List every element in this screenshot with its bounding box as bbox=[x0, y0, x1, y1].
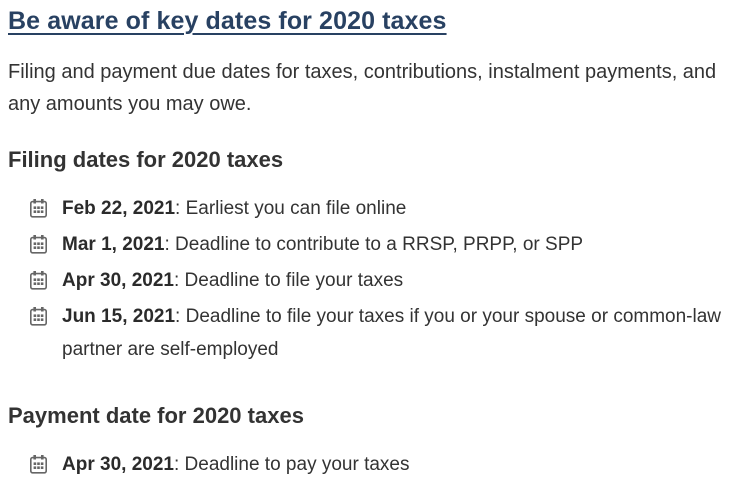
list-item-self-employed-deadline bbox=[30, 300, 734, 366]
list-item-pay-deadline bbox=[30, 448, 734, 481]
item-separator: : bbox=[164, 234, 176, 255]
list-item-rrsp-deadline bbox=[30, 228, 734, 261]
item-date: Jun 15, 2021 bbox=[62, 306, 176, 327]
calendar-icon bbox=[30, 235, 47, 254]
calendar-icon bbox=[30, 199, 47, 218]
calendar-icon bbox=[30, 271, 47, 290]
item-date: Apr 30, 2021 bbox=[62, 454, 174, 475]
item-description: Deadline to pay your taxes bbox=[184, 454, 410, 475]
item-date: Mar 1, 2021 bbox=[62, 234, 165, 255]
item-description: Deadline to file your taxes bbox=[184, 270, 404, 291]
item-date: Feb 22, 2021 bbox=[62, 198, 176, 219]
filing-dates-heading: Filing dates for 2020 taxes bbox=[8, 147, 284, 172]
filing-dates-list bbox=[8, 192, 743, 366]
item-separator: : bbox=[175, 306, 186, 327]
payment-date-heading: Payment date for 2020 taxes bbox=[8, 403, 304, 428]
calendar-icon bbox=[30, 307, 47, 326]
item-description: Deadline to file your taxes if you or your spouse or common-law partner are self-employed bbox=[62, 306, 722, 360]
item-description: Earliest you can file online bbox=[185, 198, 407, 219]
calendar-icon bbox=[30, 455, 47, 474]
intro-text: Filing and payment due dates for taxes, contributions, instalment payments, and any amounts you may owe. bbox=[8, 61, 717, 115]
item-description: Deadline to contribute to a RRSP, PRPP, or SPP bbox=[175, 234, 584, 255]
list-item-filing-online bbox=[30, 192, 734, 225]
item-separator: : bbox=[173, 454, 185, 475]
item-separator: : bbox=[173, 270, 185, 291]
item-separator: : bbox=[175, 198, 186, 219]
payment-date-list bbox=[8, 448, 743, 481]
item-date: Apr 30, 2021 bbox=[62, 270, 174, 291]
key-dates-title-link[interactable]: Be aware of key dates for 2020 taxes bbox=[8, 7, 447, 35]
list-item-file-deadline bbox=[30, 264, 734, 297]
